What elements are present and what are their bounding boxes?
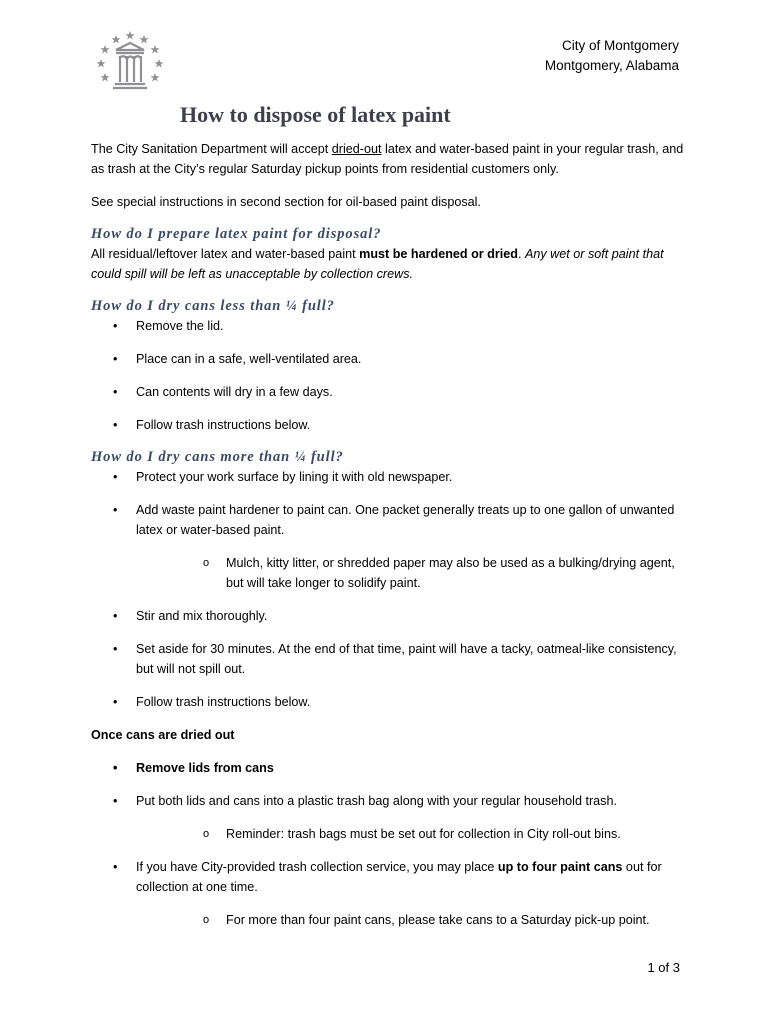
list-item-text: Add waste paint hardener to paint can. One packet generally treats up to one gallon of unwanted latex or water-based paint.	[136, 503, 675, 537]
list-item	[91, 857, 691, 930]
prepare-text: All residual/leftover latex and water-based paint	[91, 247, 360, 261]
org-name: City of Montgomery	[561, 38, 679, 53]
intro-paragraph	[91, 139, 691, 179]
org-location: Montgomery, Alabama	[544, 58, 679, 73]
sub-list	[136, 824, 691, 844]
intro-text-rest: latex and water-based paint in your regular trash, and as trash at the City’s regular Saturday pickup points from residential customers only.	[91, 142, 684, 176]
prepare-bold-text: must be hardened or dried	[359, 247, 518, 261]
list-item: • Place can in a safe, well-ventilated area.	[91, 349, 691, 369]
list-item	[91, 500, 691, 593]
list-item: • Follow trash instructions below.	[91, 415, 691, 435]
list-item: • Follow trash instructions below.	[91, 692, 691, 712]
prepare-heading: How do I prepare latex paint for disposal?	[91, 226, 382, 242]
sub-list-item: o For more than four paint cans, please take cans to a Saturday pick-up point.	[136, 910, 691, 930]
oil-based-note: See special instructions in second section for oil-based paint disposal.	[91, 195, 481, 209]
intro-underlined-text: dried-out	[331, 142, 382, 156]
dried-out-heading: Once cans are dried out	[91, 728, 235, 742]
dry-more-heading: How do I dry cans more than ¼ full?	[91, 449, 344, 465]
prepare-paragraph	[91, 244, 691, 284]
list-item-bold-text: up to four paint cans	[497, 860, 623, 874]
list-item: • Stir and mix thoroughly.	[91, 606, 691, 626]
sub-list	[136, 910, 691, 930]
list-item: • Can contents will dry in a few days.	[91, 382, 691, 402]
list-item-text-rest: out for collection at one time.	[136, 860, 662, 894]
page-title: How to dispose of latex paint	[180, 102, 451, 127]
organization-header	[545, 36, 679, 76]
list-item-text: Put both lids and cans into a plastic trash bag along with your regular household trash.	[136, 794, 617, 808]
dry-less-heading: How do I dry cans less than ¼ full?	[91, 298, 335, 314]
sub-list	[136, 553, 691, 593]
city-seal-logo	[94, 28, 166, 94]
list-item: • Remove the lid.	[91, 316, 691, 336]
prepare-italic-text: Any wet or soft paint that could spill will be left as unacceptable by collection crews.	[91, 247, 664, 281]
prepare-punctuation: .	[517, 247, 525, 261]
dry-more-list	[91, 467, 691, 712]
list-item: • Remove lids from cans	[91, 758, 691, 778]
dry-less-list	[91, 316, 691, 435]
sub-list-item: o Mulch, kitty litter, or shredded paper may also be used as a bulking/drying agent, but will take longer to solidify paint.	[136, 553, 691, 593]
list-item: • Protect your work surface by lining it with old newspaper.	[91, 467, 691, 487]
intro-text: The City Sanitation Department will accept	[91, 142, 332, 156]
list-item	[91, 791, 691, 844]
page-number: 1 of 3	[647, 960, 680, 975]
sub-list-item: o Reminder: trash bags must be set out for collection in City roll-out bins.	[136, 824, 691, 844]
dried-out-list	[91, 758, 691, 930]
list-item-text: If you have City-provided trash collection service, you may place	[136, 860, 498, 874]
list-item: • Set aside for 30 minutes. At the end of that time, paint will have a tacky, oatmeal-like consistency, but will not spill out.	[91, 639, 691, 679]
document-body	[91, 139, 691, 930]
